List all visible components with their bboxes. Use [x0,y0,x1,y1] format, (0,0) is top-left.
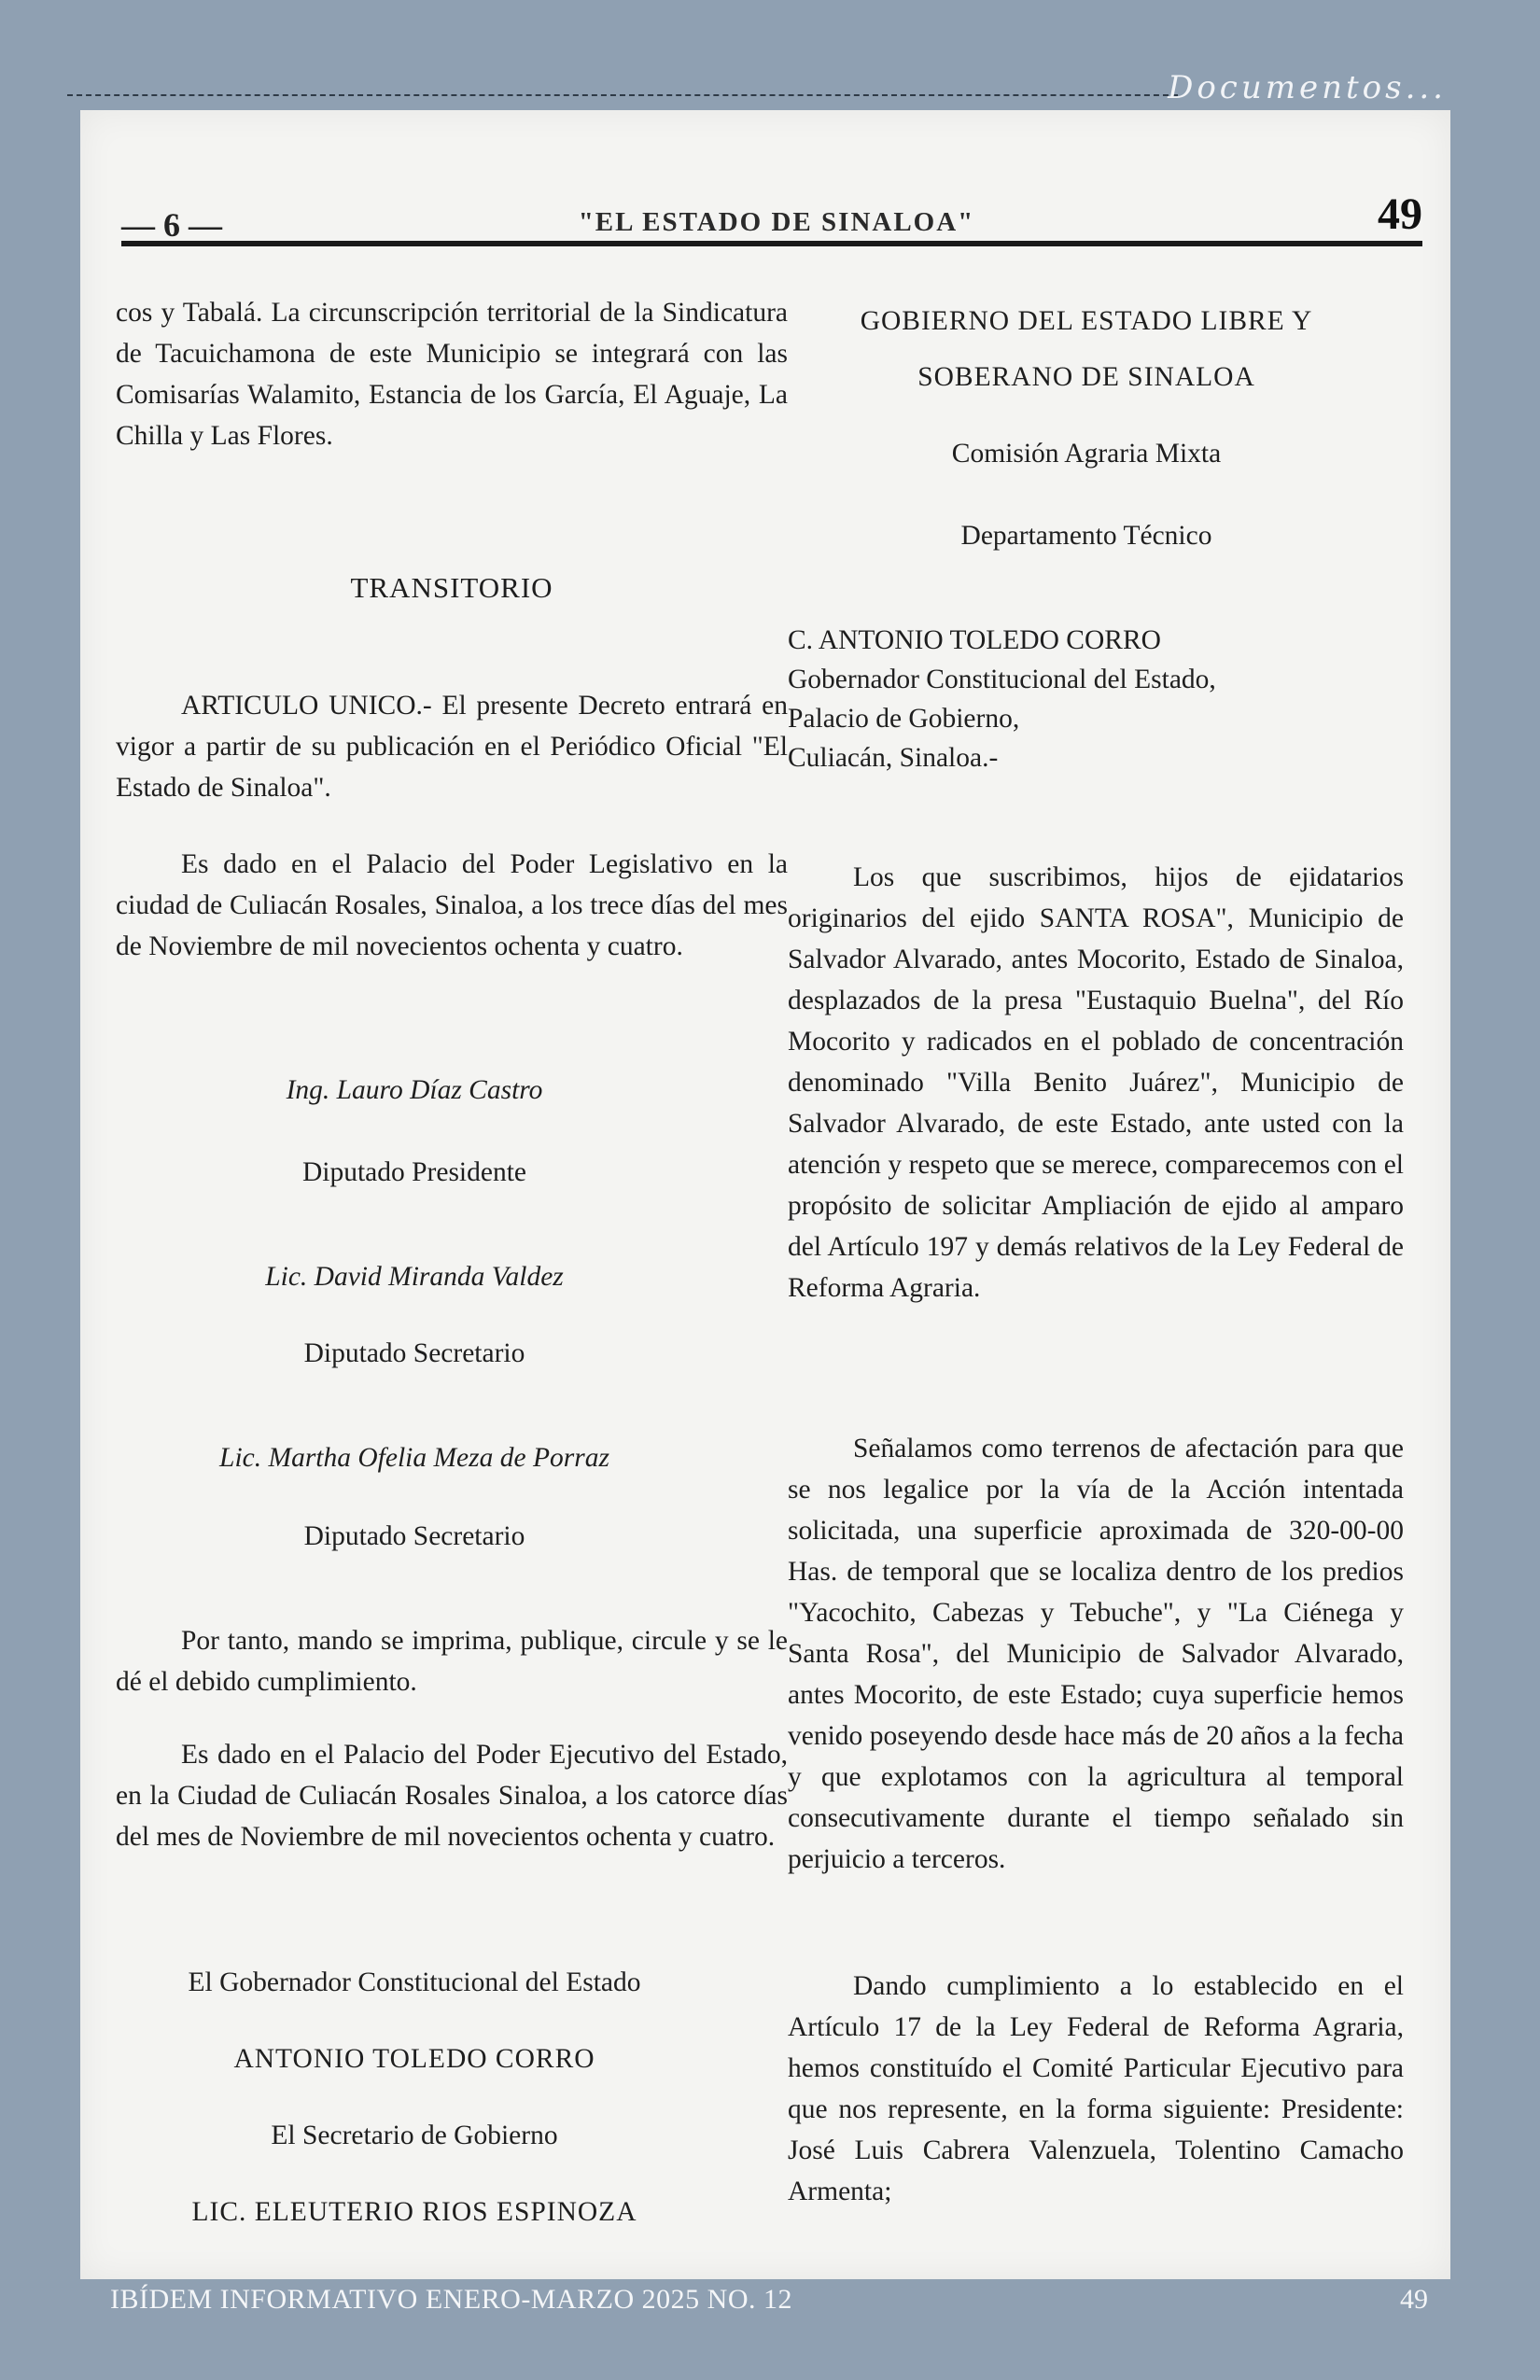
signature-3-title: Diputado Secretario [303,1521,525,1551]
gobierno-heading: GOBIERNO DEL ESTADO LIBRE Y SOBERANO DE SINALOA [860,306,1313,392]
scanned-document-page [80,110,1450,2279]
addressee-line-1: C. ANTONIO TOLEDO CORRO [788,625,1161,655]
addressee-line-3: Palacio de Gobierno, [788,704,1020,734]
secretario-name: LIC. ELEUTERIO RIOS ESPINOZA [191,2197,637,2227]
signature-2-name: Lic. David Miranda Valdez [265,1262,564,1292]
dado-ejecutivo: Es dado en el Palacio del Poder Ejecutivo del Estado, en la Ciudad de Culiacán Rosales Sinaloa, a los catorce días del mes de Noviembre de mil novecientos ochenta y cuatro. [116,1740,788,1852]
departamento-heading: Departamento Técnico [960,521,1212,551]
section-header: Documentos... [1168,69,1447,106]
transitorio-heading: TRANSITORIO [350,571,553,604]
articulo-unico: ARTICULO UNICO.- El presente Decreto entrará en vigor a partir de su publicación en el Periódico Oficial "El Estado de Sinaloa". [116,691,788,803]
right-paragraph-2: Señalamos como terrenos de afectación para que se nos legalice por la vía de la Acción intentada solicitada, una superficie aproximada de 320-00-00 Has. de temporal que se localiza dentro de los predios "Yacochito, Cabezas y Tebuche", y "La Ciénega y Santa Rosa", del Municipio de Salvador Alvarado, antes Mocorito, de este Estado; cuya superficie hemos venido poseyendo desde hace más de 20 años a la fecha y que explotamos con la agricultura al temporal consecutivamente durante el tiempo señalado sin perjuicio a terceros. [788,1434,1404,1874]
signature-1-name: Ing. Lauro Díaz Castro [286,1075,543,1105]
header-rule [67,94,1178,96]
comision-heading: Comisión Agraria Mixta [951,439,1222,469]
addressee-line-2: Gobernador Constitucional del Estado, [788,665,1216,694]
running-head-rule [121,241,1422,246]
secretario-label: El Secretario de Gobierno [271,2121,558,2150]
running-head-page-right: 49 [1378,189,1422,239]
signature-2-title: Diputado Secretario [303,1338,525,1368]
right-paragraph-1: Los que suscribimos, hijos de ejidatarios originarios del ejido SANTA ROSA", Municipio de Salvador Alvarado, antes Mocorito, Estado de Sinaloa, desplazados de la presa "Eustaquio Buelna", del Río Mocorito y radicados en el poblado de concentración denominado "Villa Benito Juárez", Municipio de Salvador Alvarado, de este Estado, ante usted con la atención y respeto que se merece, comparecemos con el propósito de solicitar Ampliación de ejido al amparo del Artículo 197 y demás relativos de la Ley Federal de Reforma Agraria. [788,862,1404,1303]
gobernador-label: El Gobernador Constitucional del Estado [188,1967,641,1997]
dado-legislativo: Es dado en el Palacio del Poder Legislativo en la ciudad de Culiacán Rosales, Sinaloa, a los trece días del mes de Noviembre de mil novecientos ochenta y cuatro. [116,849,788,961]
running-head-page-left: — 6 — [121,206,222,244]
left-paragraph-1: cos y Tabalá. La circunscripción territorial de la Sindicatura de Tacuichamona de este Municipio se integrará con las Comisarías Walamito, Estancia de los García, El Aguaje, La Chilla y Las Flores. [116,298,788,451]
footer-page-number: 49 [1400,2284,1428,2315]
por-tanto: Por tanto, mando se imprima, publique, circule y se le dé el debido cumplimiento. [116,1626,788,1697]
signature-3-name: Lic. Martha Ofelia Meza de Porraz [219,1443,609,1473]
gobernador-name: ANTONIO TOLEDO CORRO [233,2044,595,2074]
signature-1-title: Diputado Presidente [301,1157,527,1187]
footer-publication: IBÍDEM INFORMATIVO ENERO-MARZO 2025 NO. 12 [110,2284,792,2315]
running-head-title: "EL ESTADO DE SINALOA" [578,207,975,237]
addressee-line-4: Culiacán, Sinaloa.- [788,743,999,773]
right-paragraph-3: Dando cumplimiento a lo establecido en el Artículo 17 de la Ley Federal de Reforma Agraria, hemos constituído el Comité Particular Ejecutivo para que nos represente, en la forma siguiente: Presidente: José Luis Cabrera Valenzuela, Tolentino Camacho Armenta; [788,1971,1404,2206]
